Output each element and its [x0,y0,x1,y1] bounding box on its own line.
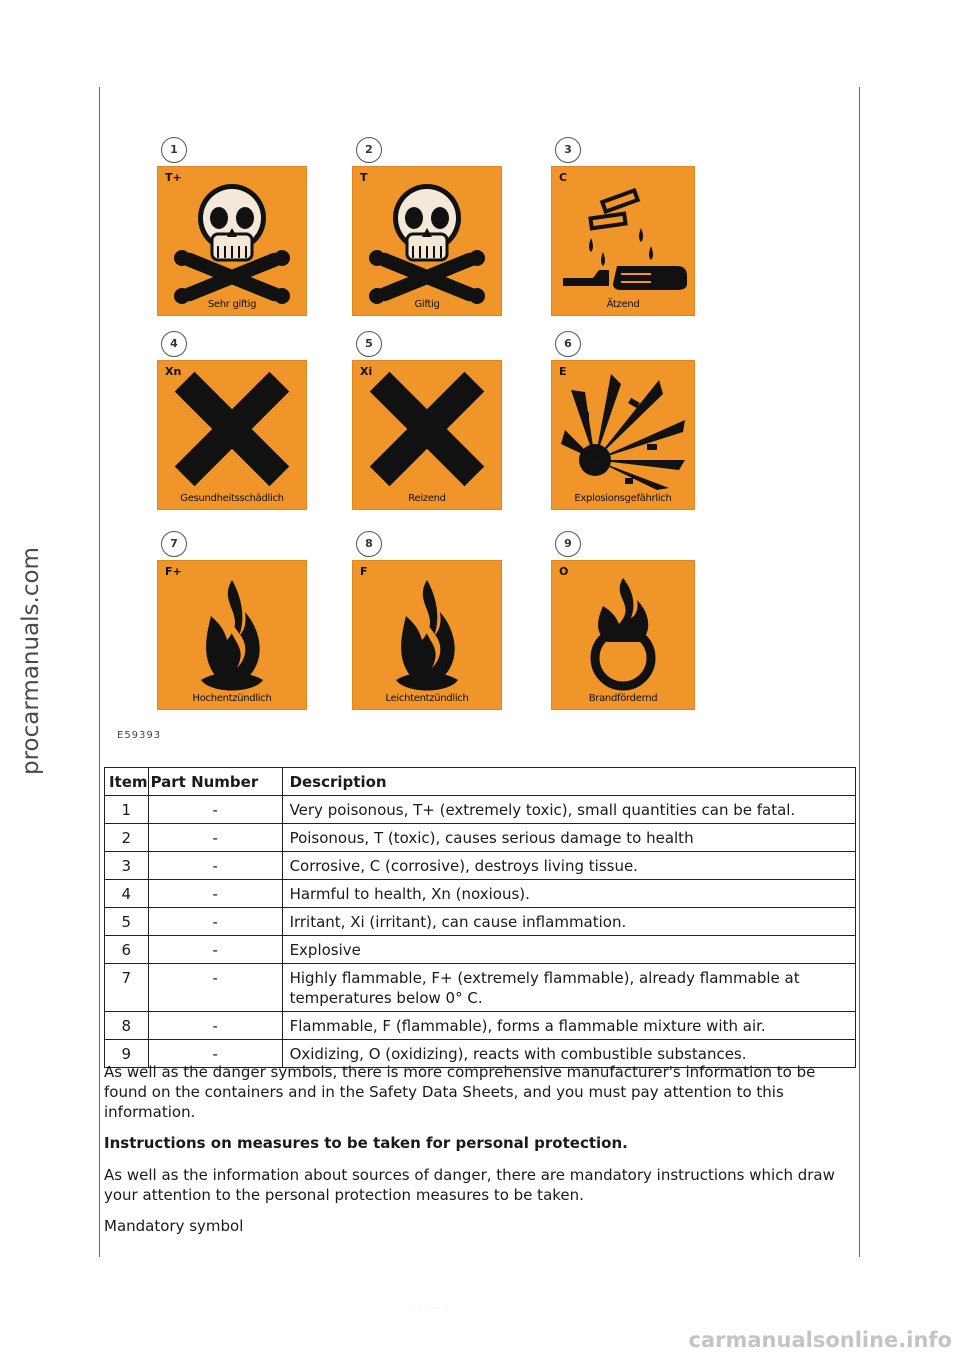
hazard-code: C [559,171,568,184]
flame-icon [352,560,502,710]
table-row [105,908,856,936]
item-cell: 9 [105,1040,149,1068]
body-paragraph: As well as the danger symbols, there is more comprehensive manufacturer's information to be found on the containers and in the Safety Data Sheets, and you must pay attention to this information. [104,1063,816,1121]
hazard-panel [352,360,502,510]
item-cell: 1 [105,796,149,824]
part-number-cell: - [148,964,282,1012]
side-watermark: procarmanuals.com [18,547,44,775]
body-paragraph: As well as the information about sources of danger, there are mandatory instructions which draw your attention to the personal protection measures to be taken. [104,1166,835,1204]
symbol-number: 6 [555,331,581,357]
header-description: Description [282,768,855,796]
table-header-row [105,768,856,796]
hazard-code: O [559,565,569,578]
header-item: Item [105,768,149,796]
description-cell: Irritant, Xi (irritant), can cause inflammation. [282,908,855,936]
hazard-label: Ätzend [606,299,640,310]
flame-over-circle-icon [551,560,695,710]
item-cell: 5 [105,908,149,936]
hazard-panel [157,166,307,316]
part-number-cell: - [148,1012,282,1040]
part-number-cell: - [148,852,282,880]
page-marker: · · · · · [410,1304,451,1313]
description-cell: Harmful to health, Xn (noxious). [282,880,855,908]
item-cell: 6 [105,936,149,964]
hazard-label: Gesundheitsschädlich [180,493,284,504]
hazard-code: F+ [165,565,182,578]
hazard-label: Giftig [414,299,440,310]
hazard-panel [157,560,307,710]
table-row [105,936,856,964]
table-row [105,1012,856,1040]
hazard-label: Brandfördernd [588,693,658,704]
description-cell: Very poisonous, T+ (extremely toxic), small quantities can be fatal. [282,796,855,824]
skull-crossbones-icon [352,166,502,316]
symbol-number: 1 [161,137,187,163]
hazard-label: Sehr giftig [207,299,257,310]
hazard-code: F [360,565,368,578]
table-row [105,852,856,880]
hazard-panel [551,166,695,316]
symbol-number: 9 [555,531,581,557]
hazard-label: Hochentzündlich [192,693,272,704]
hazard-label: Reizend [408,493,446,504]
part-number-cell: - [148,908,282,936]
description-cell: Highly flammable, F+ (extremely flammable), already flammable at temperatures below 0° C. [282,964,855,1012]
hazard-panel [551,360,695,510]
description-cell: Poisonous, T (toxic), causes serious damage to health [282,824,855,852]
symbol-number: 3 [555,137,581,163]
cross-icon [157,360,307,510]
hazard-panel [352,560,502,710]
symbol-number: 4 [161,331,187,357]
body-paragraph: Mandatory symbol [104,1217,244,1235]
item-cell: 2 [105,824,149,852]
hazard-panel [551,560,695,710]
item-cell: 4 [105,880,149,908]
figure-image-id: E59393 [117,730,162,741]
symbol-number: 8 [356,531,382,557]
flame-icon [157,560,307,710]
hazard-panel [157,360,307,510]
hazard-code: E [559,365,567,378]
part-number-cell: - [148,796,282,824]
hazard-code: T [360,171,368,184]
parts-table [104,767,856,1068]
footer-watermark: carmanualsonline.info [688,1328,952,1352]
part-number-cell: - [148,1040,282,1068]
explosion-icon [551,360,695,510]
table-row [105,824,856,852]
symbol-number: 7 [161,531,187,557]
hazard-code: Xn [165,365,182,378]
symbol-number: 2 [356,137,382,163]
table-row [105,796,856,824]
skull-crossbones-icon [157,166,307,316]
cross-icon [352,360,502,510]
right-margin-rule [859,87,860,1257]
symbol-number: 5 [356,331,382,357]
description-cell: Explosive [282,936,855,964]
item-cell: 7 [105,964,149,1012]
description-cell: Corrosive, C (corrosive), destroys living tissue. [282,852,855,880]
hazard-code: Xi [360,365,373,378]
header-part-number: Part Number [148,768,282,796]
item-cell: 8 [105,1012,149,1040]
hazard-label: Explosionsgefährlich [574,493,672,504]
description-cell: Oxidizing, O (oxidizing), reacts with combustible substances. [282,1040,855,1068]
part-number-cell: - [148,824,282,852]
table-row [105,880,856,908]
hazard-label: Leichtentzündlich [385,693,469,704]
description-cell: Flammable, F (flammable), forms a flammable mixture with air. [282,1012,855,1040]
table-row [105,964,856,1012]
part-number-cell: - [148,880,282,908]
corrosive-icon [551,166,695,316]
left-margin-rule [99,87,100,1257]
hazard-code: T+ [165,171,182,184]
hazard-panel [352,166,502,316]
item-cell: 3 [105,852,149,880]
section-heading: Instructions on measures to be taken for personal protection. [104,1134,628,1152]
part-number-cell: - [148,936,282,964]
